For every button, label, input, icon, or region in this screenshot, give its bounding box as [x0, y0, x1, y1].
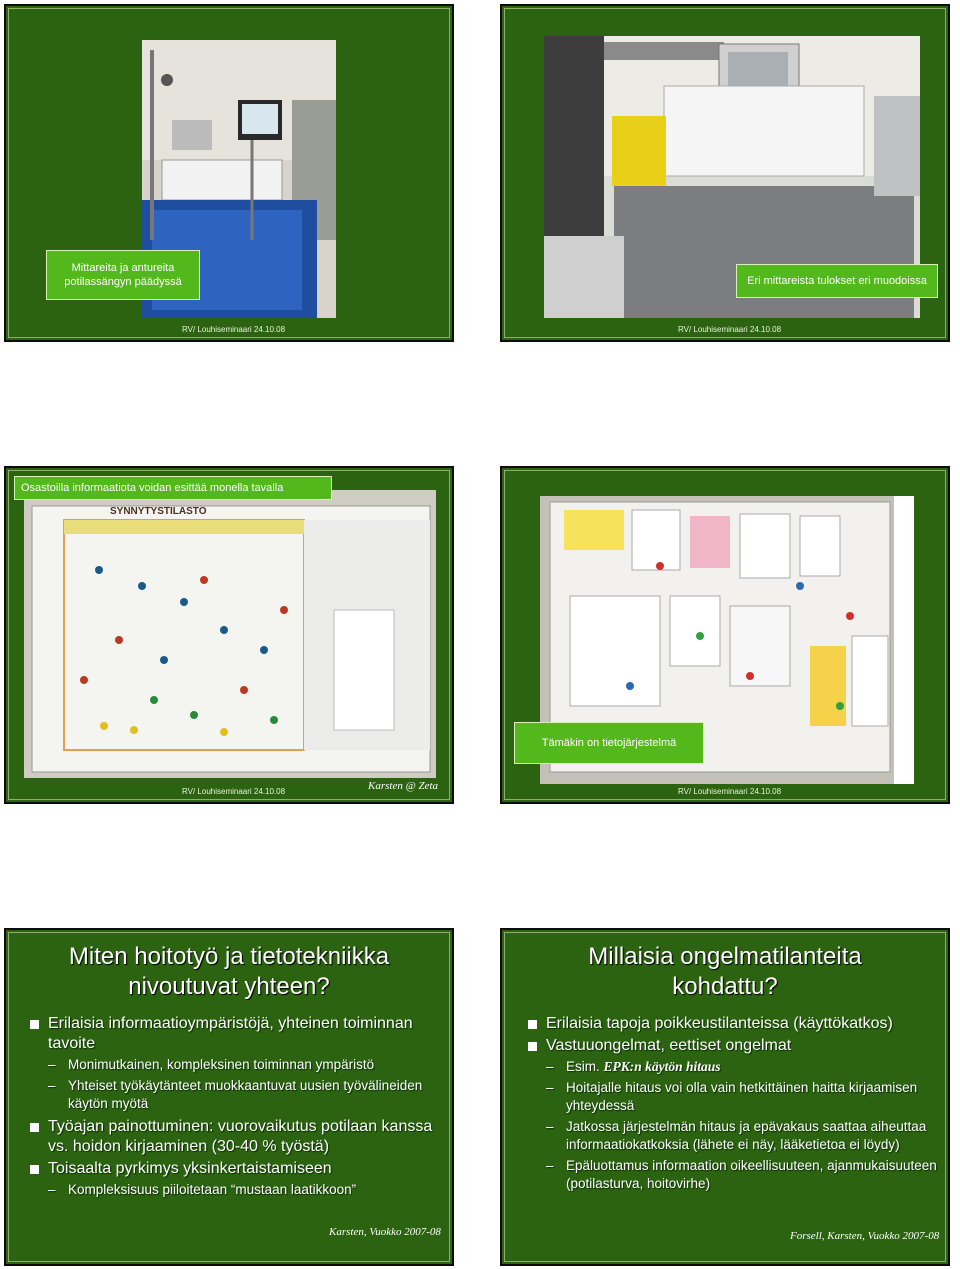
- slide-1-footer: RV/ Louhiseminaari 24.10.08: [182, 325, 286, 334]
- bullet-item: [28, 1014, 440, 1113]
- slide-3-credit: Karsten @ Zeta: [368, 780, 439, 792]
- sub-emphasis: EPK:n käytön hitaus: [603, 1059, 721, 1074]
- slide-4: [500, 466, 950, 804]
- bullet-item: [28, 1117, 440, 1157]
- slide-6-bullets: [526, 1014, 938, 1197]
- slide-2: [500, 4, 950, 342]
- slide-4-footer: RV/ Louhiseminaari 24.10.08: [678, 787, 782, 796]
- bullet-text: Erilaisia tapoja poikkeustilanteissa (käyttökatkos): [546, 1015, 893, 1032]
- sub-bullet-item: [546, 1058, 938, 1076]
- slide-1: [4, 4, 454, 342]
- slide-6-title-line2: kohdattu?: [672, 973, 778, 1000]
- slide-1-caption: Mittareita ja antureita potilassängyn päädyssä: [46, 250, 200, 300]
- sub-bullet-item: – Monimutkainen, kompleksinen toiminnan ympäristö: [48, 1056, 440, 1074]
- slide-3-caption: Osastoilla informaatiota voidan esittää monella tavalla: [14, 476, 332, 500]
- sub-bullet-item: – Yhteiset työkäytänteet muokkaantuvat uusien työvälineiden käytön myötä: [48, 1077, 440, 1113]
- bullet-text: Vastuuongelmat, eettiset ongelmat: [546, 1037, 792, 1054]
- whiteboard-statistics-photo: [24, 490, 436, 778]
- slide-2-footer: RV/ Louhiseminaari 24.10.08: [678, 325, 782, 334]
- slide-5: [4, 928, 454, 1266]
- slide-2-caption: Eri mittareista tulokset eri muodoissa: [736, 264, 938, 298]
- slide-5-title-line2: nivoutuvat yhteen?: [128, 973, 330, 1000]
- slide-4-caption: Tämäkin on tietojärjestelmä: [514, 722, 704, 764]
- bullet-item: [28, 1159, 440, 1199]
- bullet-text: Erilaisia informaatioympäristöjä, yhteinen toiminnan tavoite: [48, 1015, 413, 1052]
- sub-bullet-item: – Hoitajalle hitaus voi olla vain hetkittäinen haitta kirjaamisen yhteydessä: [546, 1079, 938, 1115]
- board-heading: SYNNYTYSTILASTO: [110, 506, 207, 517]
- sub-bullet-item: – Epäluottamus informaation oikeellisuuteen, ajanmukaisuuteen (potilasturva, hoitovirhe): [546, 1157, 938, 1193]
- sub-prefix: Esim.: [566, 1059, 604, 1074]
- bullet-text: Toisaalta pyrkimys yksinkertaistamiseen: [48, 1160, 332, 1177]
- bullet-item: [526, 1036, 938, 1193]
- slide-5-bullets: [28, 1014, 440, 1203]
- slide-6-title-line1: Millaisia ongelmatilanteita: [588, 943, 862, 970]
- slide-6: [500, 928, 950, 1266]
- bullet-text: Työajan painottuminen: vuorovaikutus potilaan kanssa vs. hoidon kirjaaminen (30-40 % työstä): [48, 1118, 433, 1155]
- slide-3-footer: RV/ Louhiseminaari 24.10.08: [182, 787, 286, 796]
- slide-6-credit: Forsell, Karsten, Vuokko 2007-08: [790, 1230, 940, 1242]
- sub-bullet-item: – Kompleksisuus piiloitetaan “mustaan laatikkoon”: [48, 1181, 440, 1199]
- bullet-item: [526, 1014, 938, 1034]
- slide-6-title: [502, 942, 948, 1002]
- slide-5-credit: Karsten, Vuokko 2007-08: [329, 1226, 441, 1238]
- slide-5-title-line1: Miten hoitotyö ja tietotekniikka: [68, 943, 390, 970]
- slide-3: [4, 466, 454, 804]
- sub-bullet-item: – Jatkossa järjestelmän hitaus ja epävakaus saattaa aiheuttaa informaatiokatkoksia (lähete ei näy, lääketietoa ei löydy): [546, 1118, 938, 1154]
- slide-5-title: [6, 942, 452, 1002]
